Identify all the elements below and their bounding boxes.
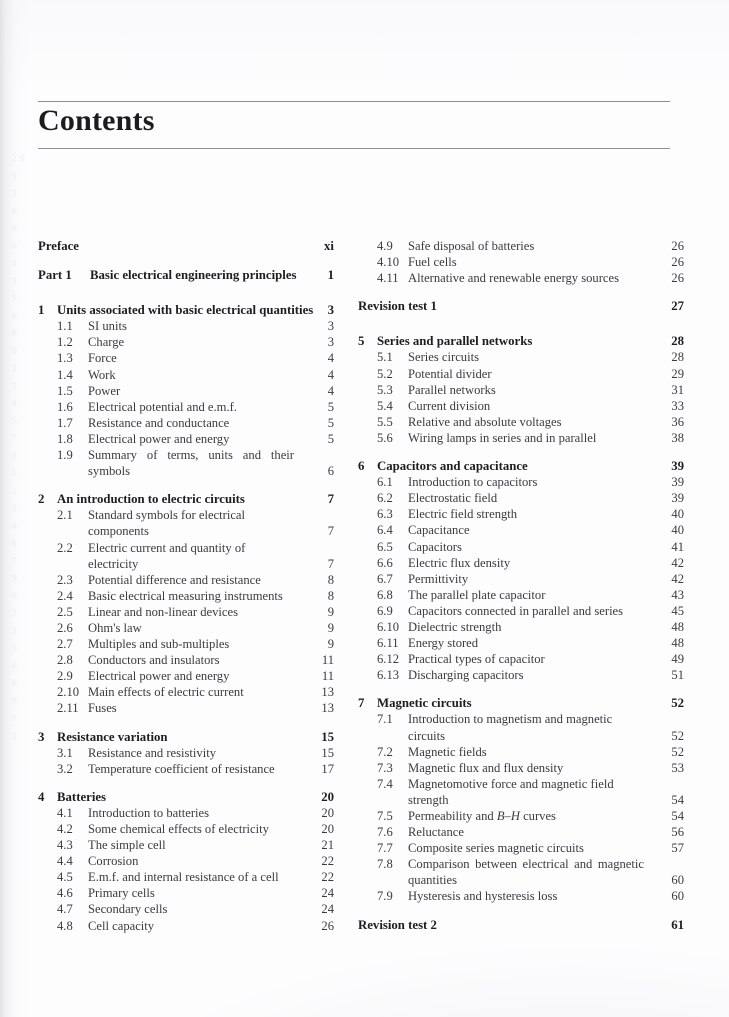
toc-chapter-number: 1 [38, 303, 45, 318]
toc-section-number: 2.4 [57, 588, 73, 603]
toc-section-number: 7.7 [377, 841, 393, 856]
toc-section-page: 6 [327, 464, 334, 479]
toc-section-page: 5 [327, 415, 334, 430]
toc-section-label: Secondary cells [88, 902, 168, 917]
toc-section-page: 7 [327, 556, 334, 571]
toc-section-page: 40 [671, 523, 684, 538]
toc-revision-page: 27 [671, 299, 684, 314]
toc-section-label: Summary of terms, units and their symbols [88, 448, 294, 479]
toc-section-page: 42 [671, 555, 684, 570]
toc-section-number: 3.1 [57, 745, 73, 760]
toc-section-page: 9 [327, 620, 334, 635]
toc-section-label: Cell capacity [88, 918, 155, 933]
toc-section-label: Resistance and resistivity [88, 745, 217, 760]
toc-section-page: 31 [671, 382, 684, 397]
toc-section-1-3[interactable] [38, 350, 334, 366]
toc-section-5-6[interactable] [358, 430, 684, 446]
toc-section-6-2[interactable] [358, 490, 684, 506]
toc-section-4-1[interactable] [38, 805, 334, 821]
toc-chapter-number: 5 [358, 334, 365, 349]
toc-section-1-1[interactable] [38, 318, 334, 334]
toc-section-page: 22 [321, 854, 334, 869]
toc-section-label: Electric current and quantity of electricity [88, 540, 246, 571]
toc-section-4-3[interactable] [38, 837, 334, 853]
toc-section-number: 2.3 [57, 572, 73, 587]
toc-section-label: Discharging capacitors [408, 668, 524, 683]
toc-section-page: 57 [671, 841, 684, 856]
toc-section-2-4[interactable] [38, 588, 334, 604]
toc-section-number: 6.12 [377, 652, 400, 667]
toc-section-number: 2.7 [57, 637, 73, 652]
toc-section-label: Series circuits [408, 350, 479, 365]
toc-section-page: 60 [671, 873, 684, 888]
toc-section-6-13[interactable] [358, 667, 684, 683]
toc-section-4-9[interactable] [358, 238, 684, 254]
toc-section-page: 33 [671, 398, 684, 413]
toc-section-label: Capacitance [408, 523, 470, 538]
toc-section-number: 4.8 [57, 918, 73, 933]
toc-section-number: 6.1 [377, 475, 393, 490]
toc-section-number: 2.5 [57, 604, 73, 619]
toc-section-page: 28 [671, 350, 684, 365]
contents-column-right [358, 238, 684, 933]
toc-section-page: 39 [671, 475, 684, 490]
toc-section-label: Energy stored [408, 636, 479, 651]
toc-section-page: 24 [321, 902, 334, 917]
toc-section-label: Relative and absolute voltages [408, 414, 562, 429]
toc-section-page: 5 [327, 399, 334, 414]
toc-entry-label: Preface [38, 239, 79, 253]
toc-section-7-6[interactable] [358, 824, 684, 840]
toc-section-2-5[interactable] [38, 604, 334, 620]
toc-section-number: 4.5 [57, 870, 73, 885]
toc-section-label: Ohm's law [88, 620, 142, 635]
toc-section-number: 5.5 [377, 414, 393, 429]
toc-chapter-title: Series and parallel networks [377, 334, 533, 349]
page-bleedthrough-texture: 2 6 9 3 6 9 0 1 3 5 6 8 9 1 2 4 5 7 8 0 1 3 4 6 7 9 0 2 3 5 6 8 9 1 2 [12, 153, 25, 741]
toc-section-label: Conductors and insulators [88, 653, 220, 668]
toc-section-number: 6.6 [377, 555, 393, 570]
toc-chapter-title: Units associated with basic electrical quantities [57, 303, 314, 318]
toc-section-number: 6.10 [377, 619, 400, 634]
toc-entry-part-1[interactable] [38, 267, 334, 283]
toc-revision-label: Revision test 2 [358, 917, 437, 932]
toc-revision-test-1[interactable] [358, 298, 684, 314]
toc-section-1-7[interactable] [38, 415, 334, 431]
toc-section-number: 2.1 [57, 508, 73, 523]
toc-entry-label: Basic electrical engineering principles [90, 268, 297, 283]
toc-section-label: Current division [408, 398, 491, 413]
toc-chapter-number: 3 [38, 729, 45, 744]
toc-revision-page: 61 [671, 917, 684, 932]
toc-chapter-number: 2 [38, 492, 45, 507]
toc-section-page: 13 [321, 685, 334, 700]
toc-section-2-9[interactable] [38, 668, 334, 684]
toc-section-1-2[interactable] [38, 334, 334, 350]
toc-section-6-7[interactable] [358, 571, 684, 587]
toc-section-page: 56 [671, 825, 684, 840]
toc-section-6-12[interactable] [358, 651, 684, 667]
toc-entry-preface[interactable] [38, 238, 334, 254]
toc-section-label: Electrical power and energy [88, 669, 230, 684]
toc-chapter-title: Resistance variation [57, 729, 168, 744]
toc-section-number: 1.5 [57, 383, 73, 398]
toc-section-2-1[interactable] [38, 507, 334, 539]
toc-section-7-3[interactable] [358, 760, 684, 776]
toc-section-4-2[interactable] [38, 821, 334, 837]
toc-section-page: 26 [671, 271, 684, 286]
toc-section-page: 13 [321, 701, 334, 716]
toc-section-number: 4.10 [377, 255, 400, 270]
toc-section-number: 4.3 [57, 838, 73, 853]
toc-chapter-page: 52 [671, 696, 684, 711]
toc-section-label: Fuel cells [408, 255, 457, 270]
toc-section-label: Permeability and B–H curves [408, 809, 556, 823]
toc-section-page: 4 [327, 351, 334, 366]
toc-section-label: The parallel plate capacitor [408, 587, 546, 602]
toc-section-6-11[interactable] [358, 635, 684, 651]
toc-section-page: 4 [327, 383, 334, 398]
toc-revision-label: Revision test 1 [358, 299, 437, 314]
toc-section-number: 2.11 [57, 701, 79, 716]
toc-section-6-4[interactable] [358, 522, 684, 538]
toc-section-label: Electrical power and energy [88, 431, 230, 446]
toc-section-4-7[interactable] [38, 901, 334, 917]
toc-section-page: 29 [671, 366, 684, 381]
toc-chapter-number: 7 [358, 696, 365, 711]
toc-section-label: Parallel networks [408, 382, 496, 397]
toc-section-page: 9 [327, 637, 334, 652]
toc-section-5-1[interactable] [358, 349, 684, 365]
toc-section-page: 54 [671, 809, 684, 823]
toc-section-label: Safe disposal of batteries [408, 239, 535, 253]
toc-section-label: Corrosion [88, 854, 139, 869]
toc-section-label: Multiples and sub-multiples [88, 637, 230, 652]
toc-section-number: 4.2 [57, 822, 73, 836]
toc-section-5-5[interactable] [358, 414, 684, 430]
toc-section-label: Main effects of electric current [88, 685, 244, 700]
toc-section-2-11[interactable] [38, 700, 334, 716]
toc-section-page: 17 [321, 761, 334, 776]
toc-section-1-9[interactable] [38, 447, 334, 479]
toc-chapter-4[interactable] [38, 789, 334, 805]
toc-section-2-8[interactable] [38, 652, 334, 668]
toc-section-number: 1.6 [57, 399, 73, 414]
toc-section-page: 24 [321, 886, 334, 901]
toc-section-number: 7.9 [377, 889, 393, 904]
toc-section-1-8[interactable] [38, 431, 334, 447]
toc-section-label: Power [88, 383, 121, 398]
toc-section-label: Wiring lamps in series and in parallel [408, 430, 597, 445]
toc-section-number: 6.2 [377, 491, 393, 506]
toc-section-page: 54 [671, 792, 684, 807]
toc-chapter-page: 39 [671, 459, 684, 474]
toc-section-number: 6.9 [377, 603, 393, 618]
toc-section-label: Alternative and renewable energy sources [408, 271, 619, 286]
toc-section-number: 3.2 [57, 761, 73, 776]
toc-section-page: 42 [671, 571, 684, 586]
toc-chapter-7[interactable] [358, 695, 684, 711]
toc-section-1-5[interactable] [38, 383, 334, 399]
toc-section-2-7[interactable] [38, 636, 334, 652]
toc-revision-test-2[interactable] [358, 917, 684, 933]
toc-section-7-9[interactable] [358, 888, 684, 904]
toc-section-label: Primary cells [88, 886, 155, 901]
toc-section-4-11[interactable] [358, 270, 684, 286]
toc-chapter-number: 4 [38, 789, 45, 804]
toc-section-label: Reluctance [408, 825, 464, 840]
toc-section-page: 11 [321, 653, 334, 668]
toc-section-number: 7.3 [377, 760, 393, 775]
toc-section-number: 4.9 [377, 239, 393, 253]
toc-chapter-page: 15 [321, 729, 334, 744]
toc-section-page: 11 [321, 669, 334, 684]
toc-section-label: Electric field strength [408, 507, 518, 522]
toc-section-page: 3 [327, 335, 334, 350]
toc-section-6-8[interactable] [358, 587, 684, 603]
toc-section-7-2[interactable] [358, 744, 684, 760]
toc-section-label: Magnetomotive force and magnetic field strength [408, 776, 614, 807]
toc-section-page: 43 [671, 587, 684, 602]
toc-section-page: 39 [671, 491, 684, 506]
toc-section-number: 2.10 [57, 685, 80, 700]
toc-section-number: 2.2 [57, 540, 73, 555]
toc-section-page: 60 [671, 889, 684, 904]
toc-section-label: SI units [88, 319, 127, 334]
toc-section-6-3[interactable] [358, 506, 684, 522]
contents-column-left [38, 238, 334, 934]
toc-section-label: Permittivity [408, 571, 469, 586]
toc-entry-page: xi [324, 239, 334, 253]
toc-section-7-8[interactable] [358, 856, 684, 888]
toc-section-number: 7.4 [377, 776, 393, 791]
toc-section-number: 5.2 [377, 366, 393, 381]
toc-chapter-page: 28 [671, 334, 684, 349]
toc-section-number: 2.9 [57, 669, 73, 684]
toc-section-5-2[interactable] [358, 366, 684, 382]
toc-section-number: 7.1 [377, 712, 393, 727]
header-rule-top [38, 101, 670, 102]
toc-section-label: Basic electrical measuring instruments [88, 588, 283, 603]
toc-section-page: 20 [321, 822, 334, 836]
toc-section-label: Some chemical effects of electricity [88, 822, 269, 836]
toc-chapter-title: Capacitors and capacitance [377, 459, 528, 474]
toc-section-1-6[interactable] [38, 399, 334, 415]
toc-section-label: Hysteresis and hysteresis loss [408, 889, 558, 904]
toc-section-6-1[interactable] [358, 474, 684, 490]
toc-section-3-2[interactable] [38, 761, 334, 777]
toc-section-number: 6.4 [377, 523, 393, 538]
toc-section-4-6[interactable] [38, 885, 334, 901]
toc-section-page: 9 [327, 604, 334, 619]
toc-section-4-10[interactable] [358, 254, 684, 270]
page-title: Contents [38, 104, 155, 137]
toc-section-label: Fuses [88, 701, 117, 716]
toc-section-number: 4.11 [377, 271, 399, 286]
toc-section-4-8[interactable] [38, 918, 334, 934]
toc-section-7-5[interactable] [358, 808, 684, 824]
toc-chapter-number: 6 [358, 459, 365, 474]
toc-section-1-4[interactable] [38, 367, 334, 383]
toc-section-number: 1.9 [57, 448, 73, 463]
toc-part-number: Part 1 [38, 268, 72, 283]
toc-section-number: 7.2 [377, 744, 393, 759]
toc-section-label: Linear and non-linear devices [88, 604, 239, 619]
toc-section-page: 48 [671, 619, 684, 634]
toc-section-label: Introduction to batteries [88, 805, 210, 820]
toc-section-label: The simple cell [88, 838, 166, 853]
toc-section-label: Electric flux density [408, 555, 511, 570]
toc-section-number: 5.1 [377, 350, 393, 365]
toc-chapter-title: Batteries [57, 789, 107, 804]
toc-section-number: 7.6 [377, 825, 393, 840]
toc-section-number: 4.7 [57, 902, 73, 917]
toc-section-number: 6.5 [377, 539, 393, 554]
toc-section-page: 21 [321, 838, 334, 853]
toc-section-label: Work [88, 367, 116, 382]
toc-section-page: 8 [327, 572, 334, 587]
toc-section-label: Comparison between electrical and magnetic quantities [408, 857, 644, 888]
toc-section-number: 4.6 [57, 886, 73, 901]
toc-section-number: 7.5 [377, 809, 393, 823]
toc-section-label: Charge [88, 335, 125, 350]
toc-section-page: 20 [321, 805, 334, 820]
toc-section-page: 38 [671, 430, 684, 445]
toc-section-7-7[interactable] [358, 840, 684, 856]
toc-section-page: 4 [327, 367, 334, 382]
toc-chapter-title: An introduction to electric circuits [57, 492, 245, 507]
toc-chapter-5[interactable] [358, 333, 684, 349]
toc-section-number: 1.8 [57, 431, 73, 446]
toc-section-label: Potential difference and resistance [88, 572, 261, 587]
toc-chapter-2[interactable] [38, 491, 334, 507]
toc-section-number: 5.4 [377, 398, 393, 413]
toc-chapter-page: 3 [327, 303, 334, 318]
toc-section-number: 1.1 [57, 319, 73, 334]
toc-section-label: Electrostatic field [408, 491, 498, 506]
toc-section-page: 22 [321, 870, 334, 885]
toc-section-number: 6.3 [377, 507, 393, 522]
toc-section-number: 7.8 [377, 857, 393, 872]
toc-section-page: 41 [671, 539, 684, 554]
toc-section-6-6[interactable] [358, 555, 684, 571]
toc-section-page: 26 [671, 239, 684, 253]
toc-section-2-2[interactable] [38, 540, 334, 572]
toc-section-page: 40 [671, 507, 684, 522]
toc-section-page: 26 [321, 918, 334, 933]
toc-section-4-5[interactable] [38, 869, 334, 885]
toc-section-2-10[interactable] [38, 684, 334, 700]
toc-section-6-5[interactable] [358, 539, 684, 555]
toc-section-number: 4.4 [57, 854, 73, 869]
toc-chapter-3[interactable] [38, 729, 334, 745]
toc-section-page: 49 [671, 652, 684, 667]
toc-section-7-1[interactable] [358, 711, 684, 743]
toc-section-2-3[interactable] [38, 572, 334, 588]
toc-section-number: 6.8 [377, 587, 393, 602]
header-rule-bottom [38, 148, 670, 149]
toc-section-3-1[interactable] [38, 745, 334, 761]
toc-section-number: 2.8 [57, 653, 73, 668]
toc-section-number: 4.1 [57, 805, 73, 820]
toc-section-label: E.m.f. and internal resistance of a cell [88, 870, 279, 885]
toc-section-label: Electrical potential and e.m.f. [88, 399, 237, 414]
toc-section-page: 5 [327, 431, 334, 446]
toc-section-number: 2.6 [57, 620, 73, 635]
toc-section-label: Force [88, 351, 117, 366]
toc-chapter-title: Magnetic circuits [377, 696, 472, 711]
toc-section-number: 1.3 [57, 351, 73, 366]
toc-section-label: Resistance and conductance [88, 415, 230, 430]
toc-section-number: 6.7 [377, 571, 393, 586]
toc-section-number: 1.7 [57, 415, 73, 430]
toc-chapter-1[interactable] [38, 302, 334, 318]
toc-section-page: 15 [321, 745, 334, 760]
toc-section-page: 52 [671, 744, 684, 759]
toc-section-6-9[interactable] [358, 603, 684, 619]
toc-section-page: 7 [327, 524, 334, 539]
toc-section-label: Composite series magnetic circuits [408, 841, 584, 856]
toc-section-page: 52 [671, 728, 684, 743]
toc-entry-page: 1 [327, 268, 334, 283]
toc-section-label: Introduction to magnetism and magnetic circuits [408, 712, 613, 743]
toc-chapter-6[interactable] [358, 458, 684, 474]
toc-section-label: Standard symbols for electrical components [88, 508, 246, 539]
toc-section-label: Magnetic fields [408, 744, 487, 759]
toc-section-label: Practical types of capacitor [408, 652, 545, 667]
toc-section-page: 36 [671, 414, 684, 429]
toc-section-5-4[interactable] [358, 398, 684, 414]
toc-section-number: 1.4 [57, 367, 73, 382]
toc-section-label: Dielectric strength [408, 619, 502, 634]
toc-section-page: 26 [671, 255, 684, 270]
toc-section-number: 5.6 [377, 430, 393, 445]
toc-chapter-page: 20 [321, 789, 334, 804]
toc-section-number: 5.3 [377, 382, 393, 397]
toc-section-page: 48 [671, 636, 684, 651]
toc-chapter-page: 7 [327, 492, 334, 507]
toc-section-label: Capacitors [408, 539, 462, 554]
toc-section-page: 53 [671, 760, 684, 775]
toc-section-number: 6.11 [377, 636, 399, 651]
toc-section-label: Capacitors connected in parallel and series [408, 603, 624, 618]
toc-section-page: 3 [327, 319, 334, 334]
toc-section-page: 8 [327, 588, 334, 603]
toc-section-label: Temperature coefficient of resistance [88, 761, 275, 776]
toc-section-number: 1.2 [57, 335, 73, 350]
toc-section-4-4[interactable] [38, 853, 334, 869]
toc-section-2-6[interactable] [38, 620, 334, 636]
toc-section-page: 51 [671, 668, 684, 683]
toc-section-5-3[interactable] [358, 382, 684, 398]
toc-section-label: Introduction to capacitors [408, 475, 538, 490]
toc-section-6-10[interactable] [358, 619, 684, 635]
toc-section-label: Potential divider [408, 366, 492, 381]
toc-section-label: Magnetic flux and flux density [408, 760, 564, 775]
toc-section-7-4[interactable] [358, 776, 684, 808]
toc-section-page: 45 [671, 603, 684, 618]
toc-section-number: 6.13 [377, 668, 400, 683]
